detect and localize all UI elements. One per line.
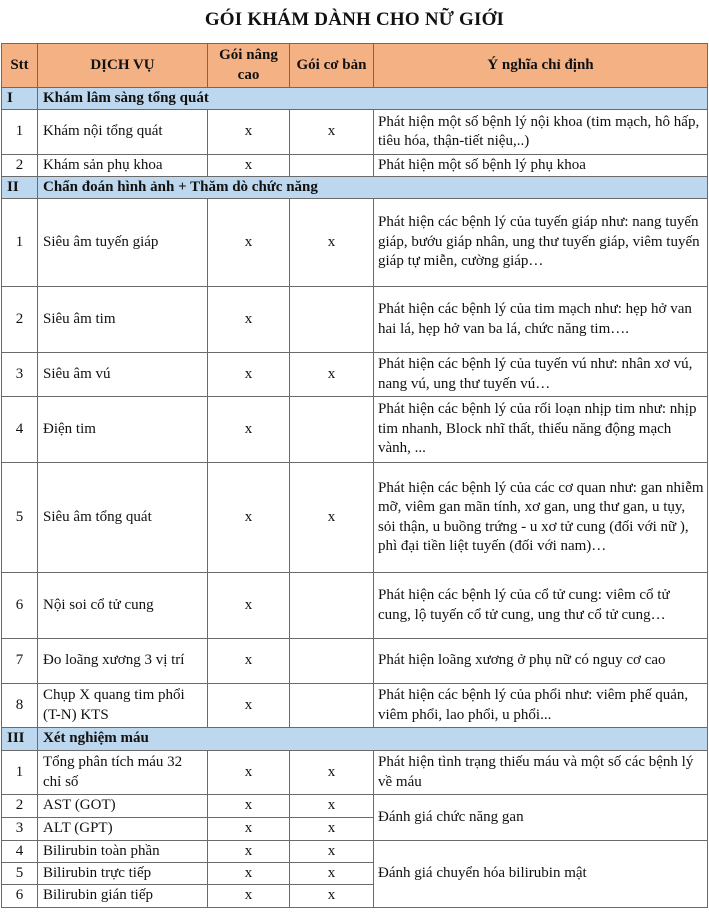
basic-mark: x bbox=[290, 863, 374, 885]
service-cell: Bilirubin trực tiếp bbox=[38, 863, 208, 885]
meaning-cell: Đánh giá chuyển hóa bilirubin mật bbox=[374, 841, 708, 908]
col-header-meaning: Ý nghĩa chỉ định bbox=[374, 44, 708, 88]
advanced-mark: x bbox=[208, 155, 290, 177]
service-cell: Điện tim bbox=[38, 397, 208, 463]
table-row bbox=[2, 287, 708, 353]
section-row bbox=[2, 177, 708, 199]
advanced-mark: x bbox=[208, 885, 290, 908]
meaning-cell: Phát hiện các bệnh lý của rối loạn nhịp tim như: nhịp tim nhanh, Block nhĩ thất, thiểu năng động mạch vành, ... bbox=[374, 397, 708, 463]
table-row bbox=[2, 573, 708, 639]
advanced-mark: x bbox=[208, 751, 290, 795]
stt-cell: 7 bbox=[2, 639, 38, 684]
header-row bbox=[2, 44, 708, 88]
advanced-mark: x bbox=[208, 353, 290, 397]
service-cell: Đo loãng xương 3 vị trí bbox=[38, 639, 208, 684]
advanced-mark: x bbox=[208, 463, 290, 573]
stt-cell: 1 bbox=[2, 110, 38, 155]
advanced-mark: x bbox=[208, 639, 290, 684]
meaning-cell: Phát hiện các bệnh lý của cổ tử cung: viêm cổ tử cung, lộ tuyến cổ tử cung, ung thư cổ tử cung… bbox=[374, 573, 708, 639]
section-number: II bbox=[2, 177, 38, 199]
service-cell: Khám nội tổng quát bbox=[38, 110, 208, 155]
basic-mark: x bbox=[290, 353, 374, 397]
basic-mark bbox=[290, 639, 374, 684]
section-title: Xét nghiệm máu bbox=[38, 728, 708, 751]
stt-cell: 6 bbox=[2, 573, 38, 639]
col-header-basic: Gói cơ bản bbox=[290, 44, 374, 88]
stt-cell: 5 bbox=[2, 463, 38, 573]
stt-cell: 5 bbox=[2, 863, 38, 885]
advanced-mark: x bbox=[208, 199, 290, 287]
stt-cell: 3 bbox=[2, 818, 38, 841]
col-header-advanced: Gói nâng cao bbox=[208, 44, 290, 88]
stt-cell: 3 bbox=[2, 353, 38, 397]
section-title: Chẩn đoán hình ảnh + Thăm dò chức năng bbox=[38, 177, 708, 199]
table-row bbox=[2, 199, 708, 287]
basic-mark: x bbox=[290, 751, 374, 795]
meaning-cell: Phát hiện các bệnh lý của phổi như: viêm phế quản, viêm phổi, lao phổi, u phổi... bbox=[374, 684, 708, 728]
stt-cell: 6 bbox=[2, 885, 38, 908]
table-row bbox=[2, 795, 708, 818]
service-cell: Nội soi cổ tử cung bbox=[38, 573, 208, 639]
section-number: III bbox=[2, 728, 38, 751]
stt-cell: 4 bbox=[2, 397, 38, 463]
advanced-mark: x bbox=[208, 573, 290, 639]
basic-mark: x bbox=[290, 463, 374, 573]
service-cell: Khám sản phụ khoa bbox=[38, 155, 208, 177]
basic-mark bbox=[290, 155, 374, 177]
stt-cell: 2 bbox=[2, 795, 38, 818]
table-row bbox=[2, 353, 708, 397]
basic-mark: x bbox=[290, 885, 374, 908]
section-title: Khám lâm sàng tổng quát bbox=[38, 88, 708, 110]
meaning-cell: Phát hiện một số bệnh lý nội khoa (tim mạch, hô hấp, tiêu hóa, thận-tiết niệu,..) bbox=[374, 110, 708, 155]
meaning-cell: Phát hiện tình trạng thiếu máu và một số các bệnh lý về máu bbox=[374, 751, 708, 795]
advanced-mark: x bbox=[208, 818, 290, 841]
basic-mark bbox=[290, 573, 374, 639]
basic-mark bbox=[290, 287, 374, 353]
service-cell: AST (GOT) bbox=[38, 795, 208, 818]
stt-cell: 4 bbox=[2, 841, 38, 863]
table-row bbox=[2, 397, 708, 463]
col-header-service: DỊCH VỤ bbox=[38, 44, 208, 88]
basic-mark: x bbox=[290, 841, 374, 863]
table-row bbox=[2, 639, 708, 684]
stt-cell: 1 bbox=[2, 751, 38, 795]
section-number: I bbox=[2, 88, 38, 110]
meaning-cell: Đánh giá chức năng gan bbox=[374, 795, 708, 841]
table-row bbox=[2, 110, 708, 155]
advanced-mark: x bbox=[208, 795, 290, 818]
advanced-mark: x bbox=[208, 684, 290, 728]
advanced-mark: x bbox=[208, 397, 290, 463]
advanced-mark: x bbox=[208, 841, 290, 863]
stt-cell: 2 bbox=[2, 287, 38, 353]
table-row bbox=[2, 463, 708, 573]
advanced-mark: x bbox=[208, 110, 290, 155]
basic-mark: x bbox=[290, 199, 374, 287]
basic-mark: x bbox=[290, 795, 374, 818]
stt-cell: 1 bbox=[2, 199, 38, 287]
meaning-cell: Phát hiện loãng xương ở phụ nữ có nguy cơ cao bbox=[374, 639, 708, 684]
section-row bbox=[2, 88, 708, 110]
service-cell: Chụp X quang tim phổi (T-N) KTS bbox=[38, 684, 208, 728]
meaning-cell: Phát hiện các bệnh lý của tim mạch như: hẹp hở van hai lá, hẹp hở van ba lá, chức năng tim…. bbox=[374, 287, 708, 353]
basic-mark: x bbox=[290, 110, 374, 155]
service-table bbox=[1, 43, 708, 908]
stt-cell: 8 bbox=[2, 684, 38, 728]
basic-mark bbox=[290, 684, 374, 728]
service-cell: Siêu âm tim bbox=[38, 287, 208, 353]
meaning-cell: Phát hiện một số bệnh lý phụ khoa bbox=[374, 155, 708, 177]
table-row bbox=[2, 751, 708, 795]
meaning-cell: Phát hiện các bệnh lý của các cơ quan như: gan nhiễm mỡ, viêm gan mãn tính, xơ gan, ung thư gan, u tụy, sỏi thận, u buồng trứng - u xơ tử cung (đối với nữ ), phì đại tiền liệt tuyến (đối với nam)… bbox=[374, 463, 708, 573]
meaning-cell: Phát hiện các bệnh lý của tuyến giáp như: nang tuyến giáp, bướu giáp nhân, ung thư tuyến giáp, viêm tuyến giáp tự miễn, cường giáp… bbox=[374, 199, 708, 287]
service-cell: ALT (GPT) bbox=[38, 818, 208, 841]
service-cell: Tổng phân tích máu 32 chỉ số bbox=[38, 751, 208, 795]
advanced-mark: x bbox=[208, 863, 290, 885]
section-row bbox=[2, 728, 708, 751]
service-cell: Siêu âm tổng quát bbox=[38, 463, 208, 573]
advanced-mark: x bbox=[208, 287, 290, 353]
meaning-cell: Phát hiện các bệnh lý của tuyến vú như: nhân xơ vú, nang vú, ung thư tuyến vú… bbox=[374, 353, 708, 397]
col-header-stt: Stt bbox=[2, 44, 38, 88]
service-cell: Bilirubin gián tiếp bbox=[38, 885, 208, 908]
basic-mark: x bbox=[290, 818, 374, 841]
basic-mark bbox=[290, 397, 374, 463]
service-cell: Siêu âm tuyến giáp bbox=[38, 199, 208, 287]
page-title: GÓI KHÁM DÀNH CHO NỮ GIỚI bbox=[204, 9, 505, 30]
service-cell: Bilirubin toàn phần bbox=[38, 841, 208, 863]
table-row bbox=[2, 155, 708, 177]
table-row bbox=[2, 684, 708, 728]
table-row bbox=[2, 841, 708, 863]
service-cell: Siêu âm vú bbox=[38, 353, 208, 397]
stt-cell: 2 bbox=[2, 155, 38, 177]
